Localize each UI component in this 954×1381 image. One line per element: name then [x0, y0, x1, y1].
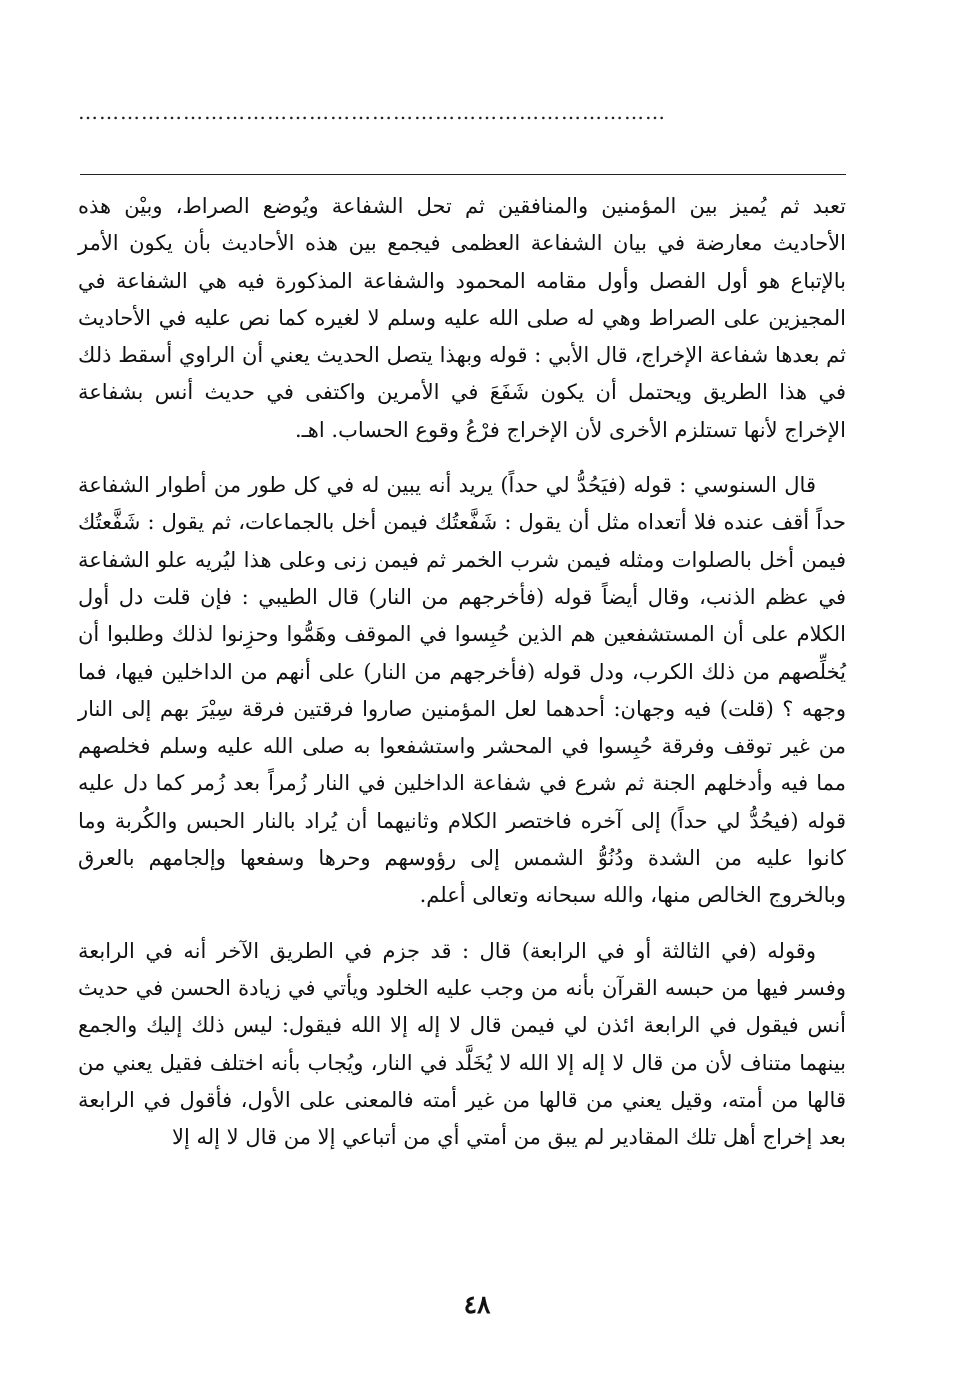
paragraph-3: وقوله (في الثالثة أو في الرابعة) قال : قد جزم في الطريق الآخر أنه في الرابعة وفسر فيها من حبسه القرآن بأنه من وجب عليه الخلود ويأتي في زيادة الحسن في حديث أنس فيقول في الرابعة ائذن لي فيمن قال لا إله إلا الله فيقول: ليس ذلك إليك والجمع بينهما متناف لأن من قال لا إله إلا الله لا يُخَلَّد في النار، ويُجاب بأنه اختلف فقيل يعني من قالها من أمته، وقيل يعني من قالها من غير أمته فالمعنى على الأول، فأقول في الرابعة بعد إخراج أهل تلك المقادير لم يبق من أمتي أي من أتباعي إلا من قال لا إله إلا [78, 938, 846, 1150]
paragraph-2: قال السنوسي : قوله (فيَحُدُّ لي حداً) يريد أنه يبين له في كل طور من أطوار الشفاعة حداً أقف عنده فلا أتعداه مثل أن يقول : شَفَّعتُك فيمن أخل بالجماعات، ثم يقول : شَفَّعتُك فيمن أخل بالصلوات ومثله فيمن شرب الخمر ثم فيمن زنى وعلى هذا ليُريه علو الشفاعة في عظم الذنب، وقال أيضاً قوله (فأخرجهم من النار) قال الطيبي : فإن قلت دل أول الكلام على أن المستشفعين هم الذين حُبِسوا في الموقف وهَمُّوا وحزِنوا لذلك وطلبوا أن يُخلِّصهم من ذلك الكرب، ودل قوله (فأخرجهم من النار) على أنهم من الداخلين فيها، فما وجهه ؟ (قلت) فيه وجهان: أحدهما لعل المؤمنين صاروا فرقتين فرقة سِيْرَ بهم إلى النار من غير توقف وفرقة حُبِسوا في المحشر واستشفعوا به صلى الله عليه وسلم فخلصهم مما فيه وأدخلهم الجنة ثم شرع في شفاعة الداخلين في النار زُمراً بعد زُمر كما دل عليه قوله (فيحُدُّ لي حداً) إلى آخره فاختصر الكلام وثانيهما أن يُراد بالنار الحبس والكُربة وما كانوا عليه من الشدة ودُنُوُّ الشمس إلى رؤوسهم وحرها وسفعها وإلجامهم بالعرق وبالخروج الخالص منها، والله سبحانه وتعالى أعلم. [78, 473, 846, 908]
body-text [78, 188, 846, 1156]
paragraph-1: تعبد ثم يُميز بين المؤمنين والمنافقين ثم تحل الشفاعة ويُوضع الصراط، وبيْن هذه الأحاديث معارضة في بيان الشفاعة العظمى فيجمع بين هذه الأحاديث بأن يكون الأمر بالإتباع هو أول الفصل وأول مقامه المحمود والشفاعة المذكورة فيه هي الشفاعة في المجيزين على الصراط وهي له صلى الله عليه وسلم لا لغيره كما نص عليه في الأحاديث ثم بعدها شفاعة الإخراج، قال الأبي : قوله وبهذا يتصل الحديث يعني أن الراوي أسقط ذلك في هذا الطريق ويحتمل أن يكون شَفَعَ في الأمرين واكتفى في حديث أنس بشفاعة الإخراج لأنها تستلزم الأخرى لأن الإخراج فرْعُ وقوع الحساب. اهـ. [78, 194, 846, 442]
page-number: ٤٨ [463, 1290, 491, 1319]
header-dotted-line: ………………………………………………………………………… [78, 100, 666, 124]
header-rule [80, 174, 846, 175]
